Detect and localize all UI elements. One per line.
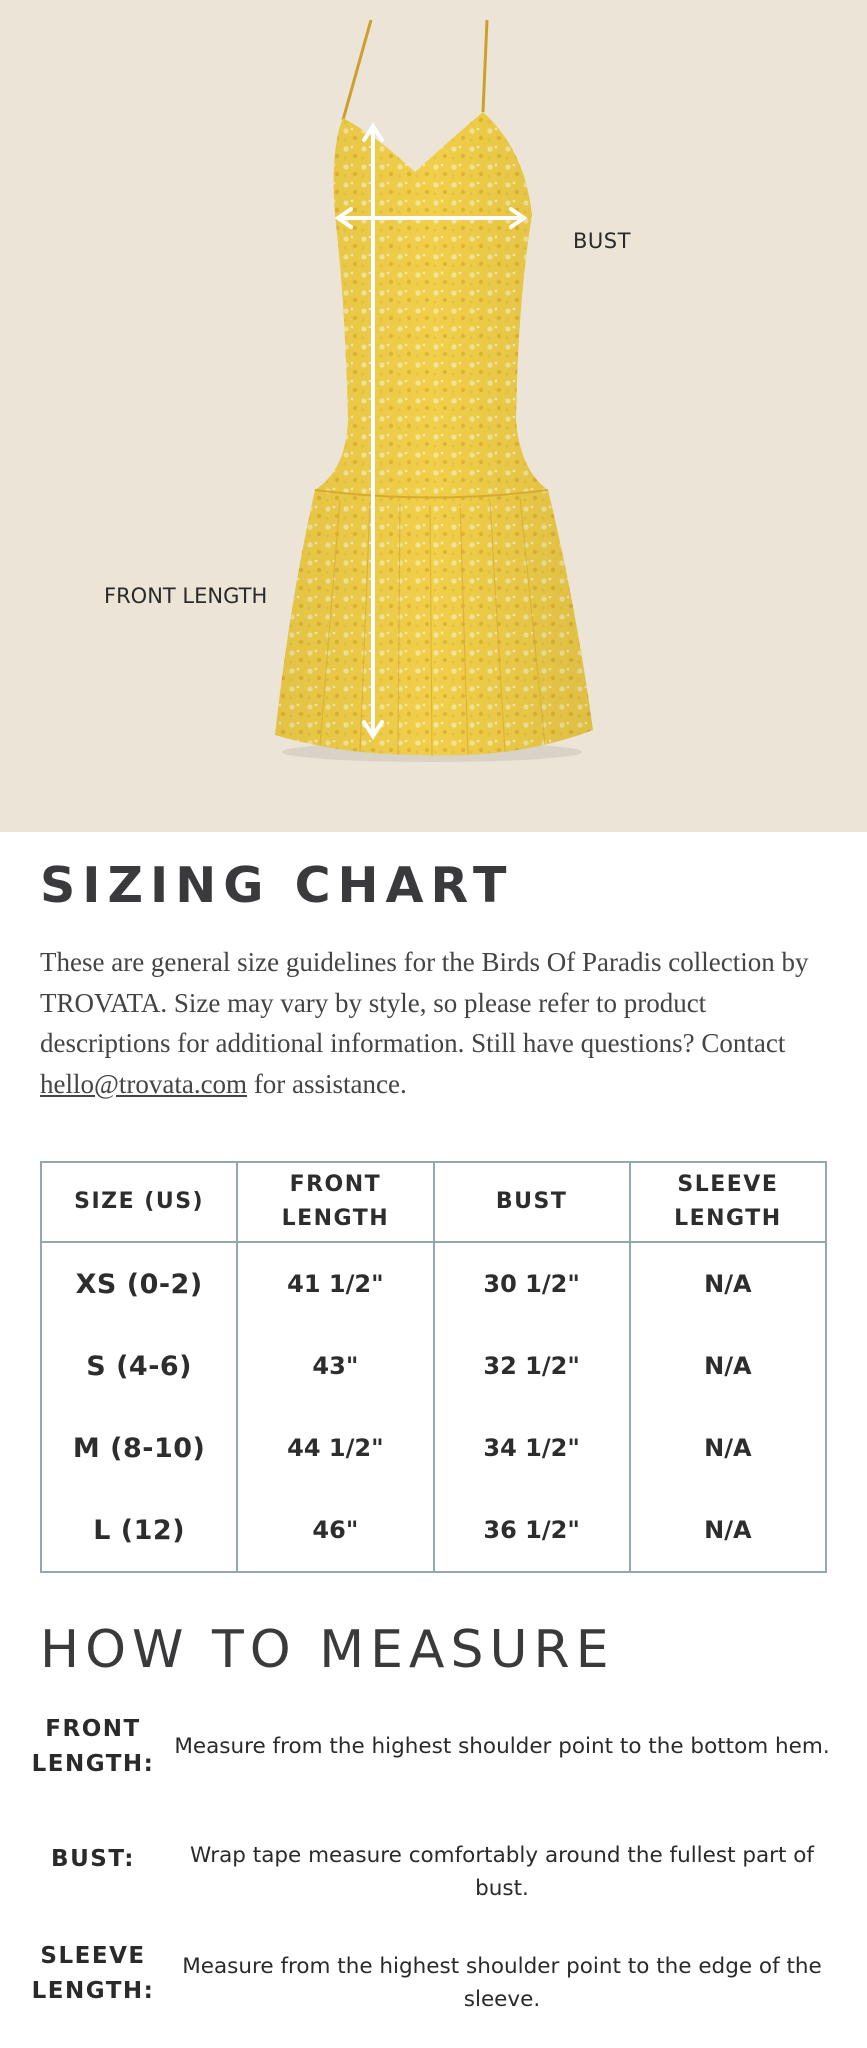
table-row [41,1325,826,1407]
measure-description: Measure from the highest shoulder point to the bottom hem. [174,1734,830,1759]
table-row [41,1242,826,1325]
dress-strap-right [483,20,487,112]
table-header-row [41,1162,826,1242]
table-row [41,1407,826,1489]
front-length-cell: 41 1/2" [237,1242,433,1325]
size-cell: XS (0-2) [41,1242,237,1325]
measure-label: FRONT LENGTH: [31,1716,155,1777]
bust-cell: 30 1/2" [434,1242,630,1325]
size-cell: L (12) [41,1489,237,1572]
bust-cell: 32 1/2" [434,1325,630,1407]
intro-text: These are general size guidelines for the Birds Of Paradis collection by TROVATA. Size may vary by style, so please refer to product descriptions for additional information. Still have questions? Contact [40,947,809,1058]
header-bust: BUST [434,1162,630,1242]
sizing-intro-text [40,942,840,1104]
bust-cell: 34 1/2" [434,1407,630,1489]
hero-image-area [0,0,867,832]
sleeve-length-cell: N/A [630,1242,826,1325]
dress-illustration [0,0,867,832]
header-sleeve-length: SLEEVE LENGTH [630,1162,826,1242]
dress-strap-left [343,20,371,120]
measure-label: SLEEVE LENGTH: [31,1943,155,2004]
sizing-chart-title: SIZING CHART [40,857,514,914]
sleeve-length-cell: N/A [630,1407,826,1489]
measure-description: Measure from the highest shoulder point to the edge of the sleeve. [182,1954,822,2012]
measure-description: Wrap tape measure comfortably around the fullest part of bust. [189,1843,814,1901]
table-row [41,1489,826,1572]
intro-suffix: for assistance. [247,1068,407,1099]
sleeve-length-cell: N/A [630,1489,826,1572]
size-cell: M (8-10) [41,1407,237,1489]
front-length-cell: 44 1/2" [237,1407,433,1489]
front-length-cell: 43" [237,1325,433,1407]
size-table [40,1161,827,1573]
front-length-cell: 46" [237,1489,433,1572]
sleeve-length-cell: N/A [630,1325,826,1407]
measure-label: BUST: [51,1846,135,1872]
size-cell: S (4-6) [41,1325,237,1407]
bust-cell: 36 1/2" [434,1489,630,1572]
how-to-measure-title: HOW TO MEASURE [40,1620,615,1680]
header-size: SIZE (US) [41,1162,237,1242]
front-length-measure-label: FRONT LENGTH [104,584,268,608]
header-front-length: FRONT LENGTH [237,1162,433,1242]
contact-email-link[interactable]: hello@trovata.com [40,1068,248,1099]
bust-measure-label: BUST [573,229,631,253]
